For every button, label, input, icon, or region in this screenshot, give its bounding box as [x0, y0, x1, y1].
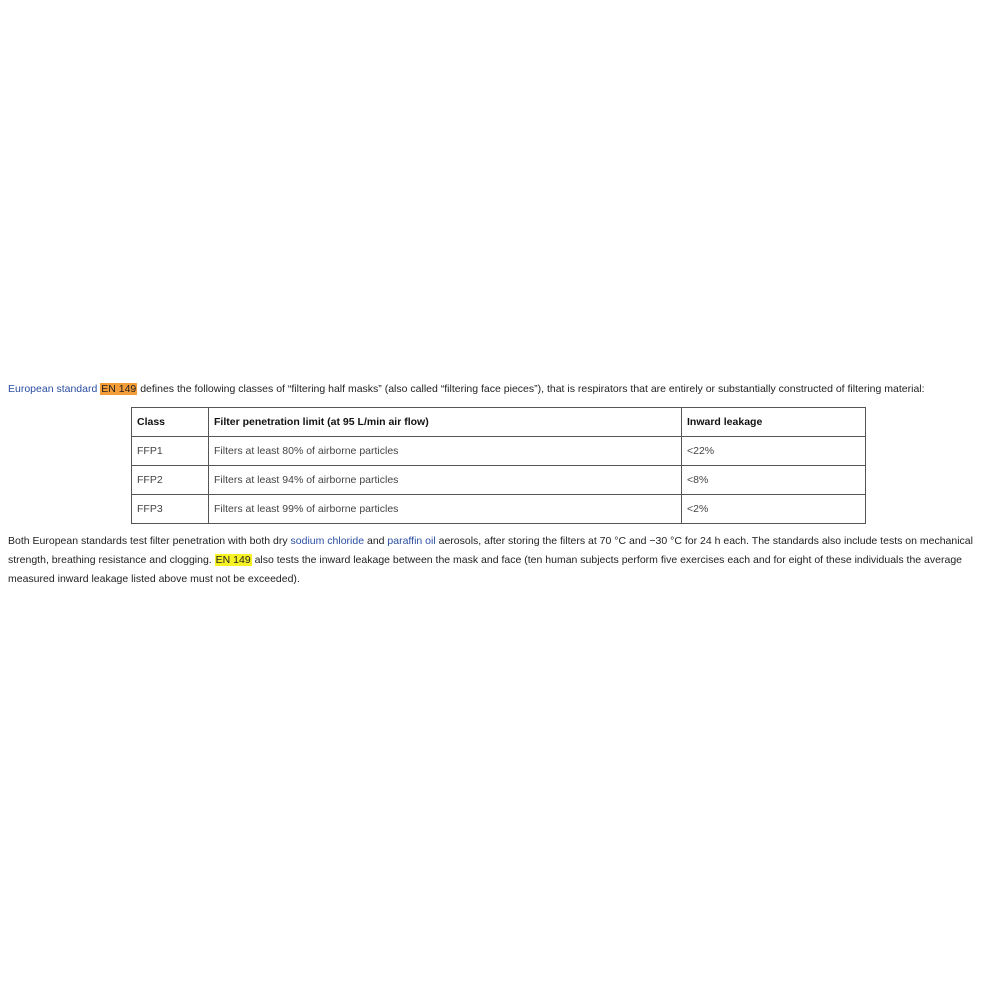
intro-paragraph: [8, 380, 988, 399]
table-row: [132, 466, 866, 495]
outro-paragraph: [8, 532, 988, 589]
table-row: [132, 495, 866, 524]
outro-text-2: and: [364, 535, 388, 547]
en149-highlight-yellow: EN 149: [215, 554, 251, 566]
cell-filter: Filters at least 99% of airborne particles: [209, 495, 682, 524]
article-content: [8, 380, 988, 589]
table-row: [132, 437, 866, 466]
header-filter-penetration: Filter penetration limit (at 95 L/min air flow): [209, 408, 682, 437]
table-header-row: [132, 408, 866, 437]
cell-leakage: <22%: [682, 437, 866, 466]
cell-class: FFP3: [132, 495, 209, 524]
header-inward-leakage: Inward leakage: [682, 408, 866, 437]
cell-filter: Filters at least 94% of airborne particles: [209, 466, 682, 495]
ffp-classes-table: [131, 407, 866, 524]
cell-class: FFP2: [132, 466, 209, 495]
outro-text-4: also tests the inward leakage between the mask and face (ten human subjects perform five exercises each and for eight of these individuals the average measured inward leakage listed above must not be exceeded).: [8, 554, 962, 585]
paraffin-oil-link[interactable]: paraffin oil: [387, 535, 436, 547]
outro-text-3: aerosols, after storing the filters at 70 °C and −30 °C for 24 h each. The standards also include tests on mechanical strength, breathing resistance and clogging.: [8, 535, 973, 566]
outro-text-1: Both European standards test filter penetration with both dry: [8, 535, 291, 547]
header-class: Class: [132, 408, 209, 437]
cell-leakage: <8%: [682, 466, 866, 495]
european-standard-link[interactable]: European standard: [8, 383, 98, 395]
cell-filter: Filters at least 80% of airborne particles: [209, 437, 682, 466]
sodium-chloride-link[interactable]: sodium chloride: [290, 535, 365, 547]
en149-highlight-orange: EN 149: [101, 383, 137, 395]
cell-class: FFP1: [132, 437, 209, 466]
cell-leakage: <2%: [682, 495, 866, 524]
intro-text: defines the following classes of “filtering half masks” (also called “filtering face pieces”), that is respirators that are entirely or substantially constructed of filtering material:: [137, 383, 925, 395]
